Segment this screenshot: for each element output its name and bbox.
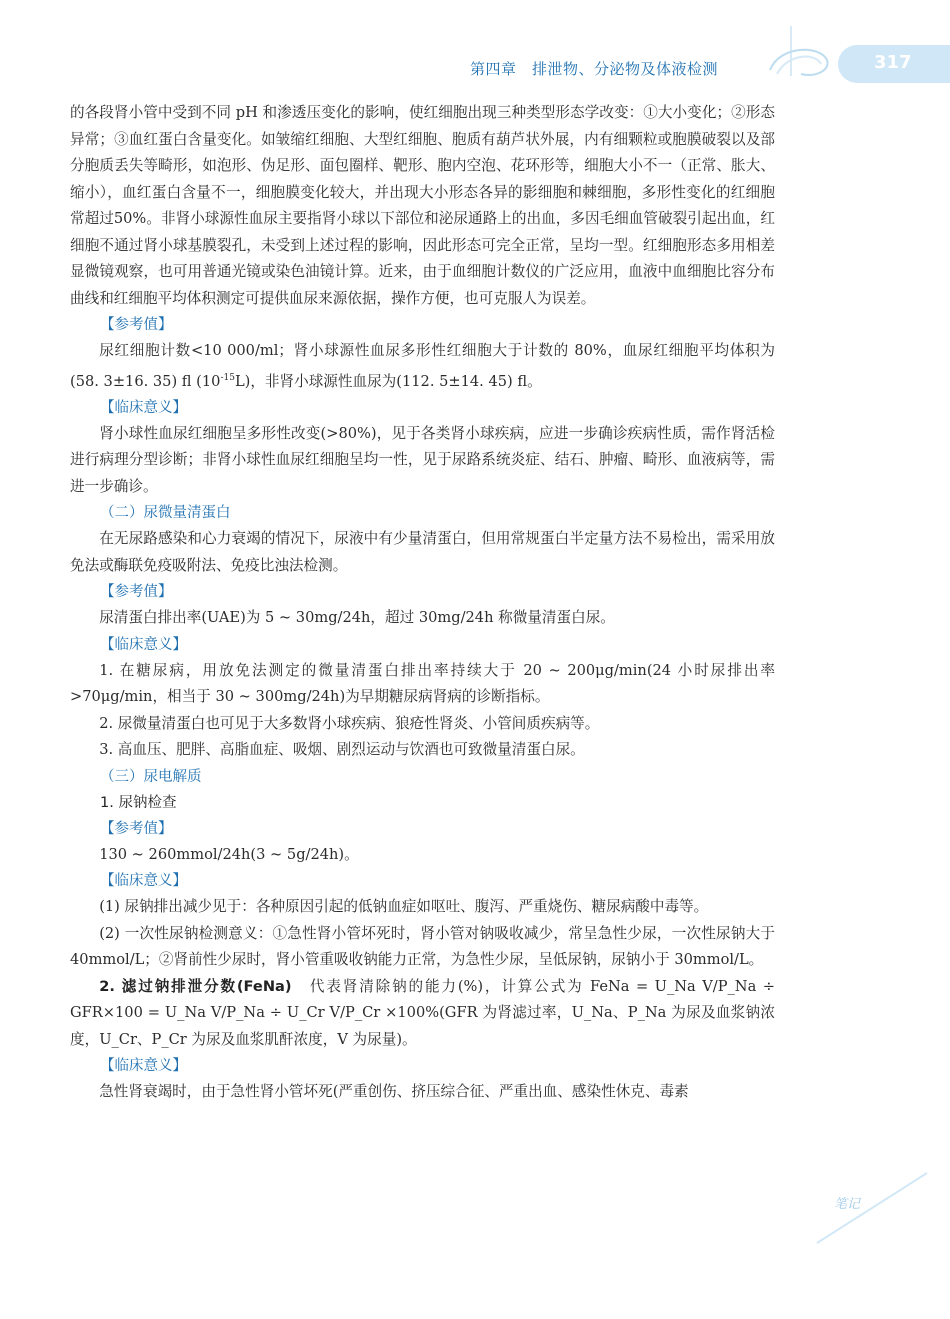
paragraph-clinical-4: 急性肾衰竭时，由于急性肾小管坏死(严重创伤、挤压综合征、严重出血、感染性休克、毒素 (99, 1083, 689, 1101)
heading-reference-value: 【参考值】 (100, 317, 173, 333)
heading-clinical-significance: 【临床意义】 (100, 1058, 187, 1075)
heading-reference-value: 【参考值】 (100, 584, 173, 601)
swirl-decoration-icon (765, 40, 835, 84)
paragraph-clinical-2-2: 2. 尿微量清蛋白也可见于大多数肾小球疾病、狼疮性肾炎、小管间质疾病等。 (99, 714, 600, 732)
paragraph-clinical-2-3: 3. 高血压、肥胖、高脂血症、吸烟、剧烈运动与饮酒也可致微量清蛋白尿。 (99, 741, 585, 759)
section-heading-electrolytes: （三）尿电解质 (100, 768, 202, 785)
subheading-urine-sodium: 1. 尿钠检查 (100, 794, 177, 811)
paragraph-clinical-1: 肾小球性血尿红细胞呈多形性改变(>80%)，见于各类肾小球疾病，应进一步确诊疾病性质，需作肾活检进行病理分型诊断；非肾小球性血尿红细胞呈均一性，见于尿路系统炎症、结石、肿瘤、畸形、血液病等，需进一步确诊。 (70, 424, 775, 495)
heading-clinical-significance: 【临床意义】 (100, 399, 187, 416)
page-content (70, 100, 775, 1106)
paragraph-reference-2: 尿清蛋白排出率(UAE)为 5 ~ 30mg/24h，超过 30mg/24h 称微量清蛋白尿。 (99, 609, 615, 627)
page-number: 317 (874, 52, 912, 73)
paragraph-reference-3: 130 ~ 260mmol/24h(3 ~ 5g/24h)。 (99, 845, 359, 863)
section-heading-microalbumin: （二）尿微量清蛋白 (100, 505, 231, 522)
heading-clinical-significance: 【临床意义】 (100, 873, 187, 890)
fena-label: 2. 滤过钠排泄分数(FeNa) (99, 977, 292, 995)
paragraph-clinical-2-1: 1. 在糖尿病，用放免法测定的微量清蛋白排出率持续大于 20 ~ 200μg/min(24 小时尿排出率>70μg/min，相当于 30 ~ 300mg/24h)为早期糖尿病肾病的诊断指标。 (70, 661, 775, 706)
paragraph-clinical-3-1: (1) 尿钠排出减少见于：各种原因引起的低钠血症如呕吐、腹泻、严重烧伤、糖尿病酸中毒等。 (99, 898, 709, 916)
heading-reference-value: 【参考值】 (100, 820, 173, 837)
paragraph-clinical-3-2: (2) 一次性尿钠检测意义：①急性肾小管坏死时，肾小管对钠吸收减少，常呈急性少尿，一次性尿钠大于 40mmol/L；②肾前性少尿时，肾小管重吸收钠能力正常，为急性少尿，呈低尿钠，尿钠小于 30mmol/L。 (70, 924, 775, 969)
paragraph-microalbumin: 在无尿路感染和心力衰竭的情况下，尿液中有少量清蛋白，但用常规蛋白半定量方法不易检出，需采用放免法或酶联免疫吸附法、免疫比浊法检测。 (70, 530, 775, 574)
margin-note-label: 笔记 (834, 1197, 861, 1212)
paragraph-intro: 的各段肾小管中受到不同 pH 和渗透压变化的影响，使红细胞出现三种类型形态学改变：①大小变化；②形态异常；③血红蛋白含量变化。如皱缩红细胞、大型红细胞、胞质有葫芦状外展，内有细颗粒或胞膜破裂以及部分胞质丢失等畸形，如泡形、伪足形、面包圈样、靶形、胞内空泡、花环形等，细胞大小不一（正常、胀大、缩小），血红蛋白含量不一，细胞膜变化较大，并出现大小形态各异的影细胞和棘细胞，多形性变化的红细胞常超过50%。非肾小球源性血尿主要指肾小球以下部位和泌尿通路上的出血，多因毛细血管破裂引起出血，红细胞不通过肾小球基膜裂孔，未受到上述过程的影响，因此形态可完全正常，呈均一型。红细胞形态多用相差显微镜观察，也可用普通光镜或染色油镜计算。近来，由于血细胞计数仪的广泛应用，血液中血细胞比容分布曲线和红细胞平均体积测定可提供血尿来源依据，操作方便，也可克服人为误差。 (70, 104, 775, 307)
paragraph-reference-1: 尿红细胞计数<10 000/ml；肾小球源性血尿多形性红细胞大于计数的 80%，血尿红细胞平均体积为(58. 3±16. 35) fl $(10^{-15}L)$，非肾小球源性血尿为(112. 5±14. 45) fl。 (70, 342, 775, 390)
heading-clinical-significance: 【临床意义】 (100, 636, 187, 653)
chapter-title: 第四章 排泄物、分泌物及体液检测 (470, 60, 719, 78)
note-line-decoration (812, 1168, 932, 1248)
paragraph-fena: 2. 滤过钠排泄分数(FeNa) 代表肾清除钠的能力(%)，计算公式为 FeNa = U_Na V/P_Na ÷ GFR×100 = U_Na V/P_Na ÷ U_Cr V/P_Cr ×100%(GFR 为肾滤过率，U_Na、P_Na 为尿及血浆钠浓度，U_Cr、P_Cr 为尿及血浆肌酐浓度，V 为尿量)。 (70, 977, 775, 1048)
